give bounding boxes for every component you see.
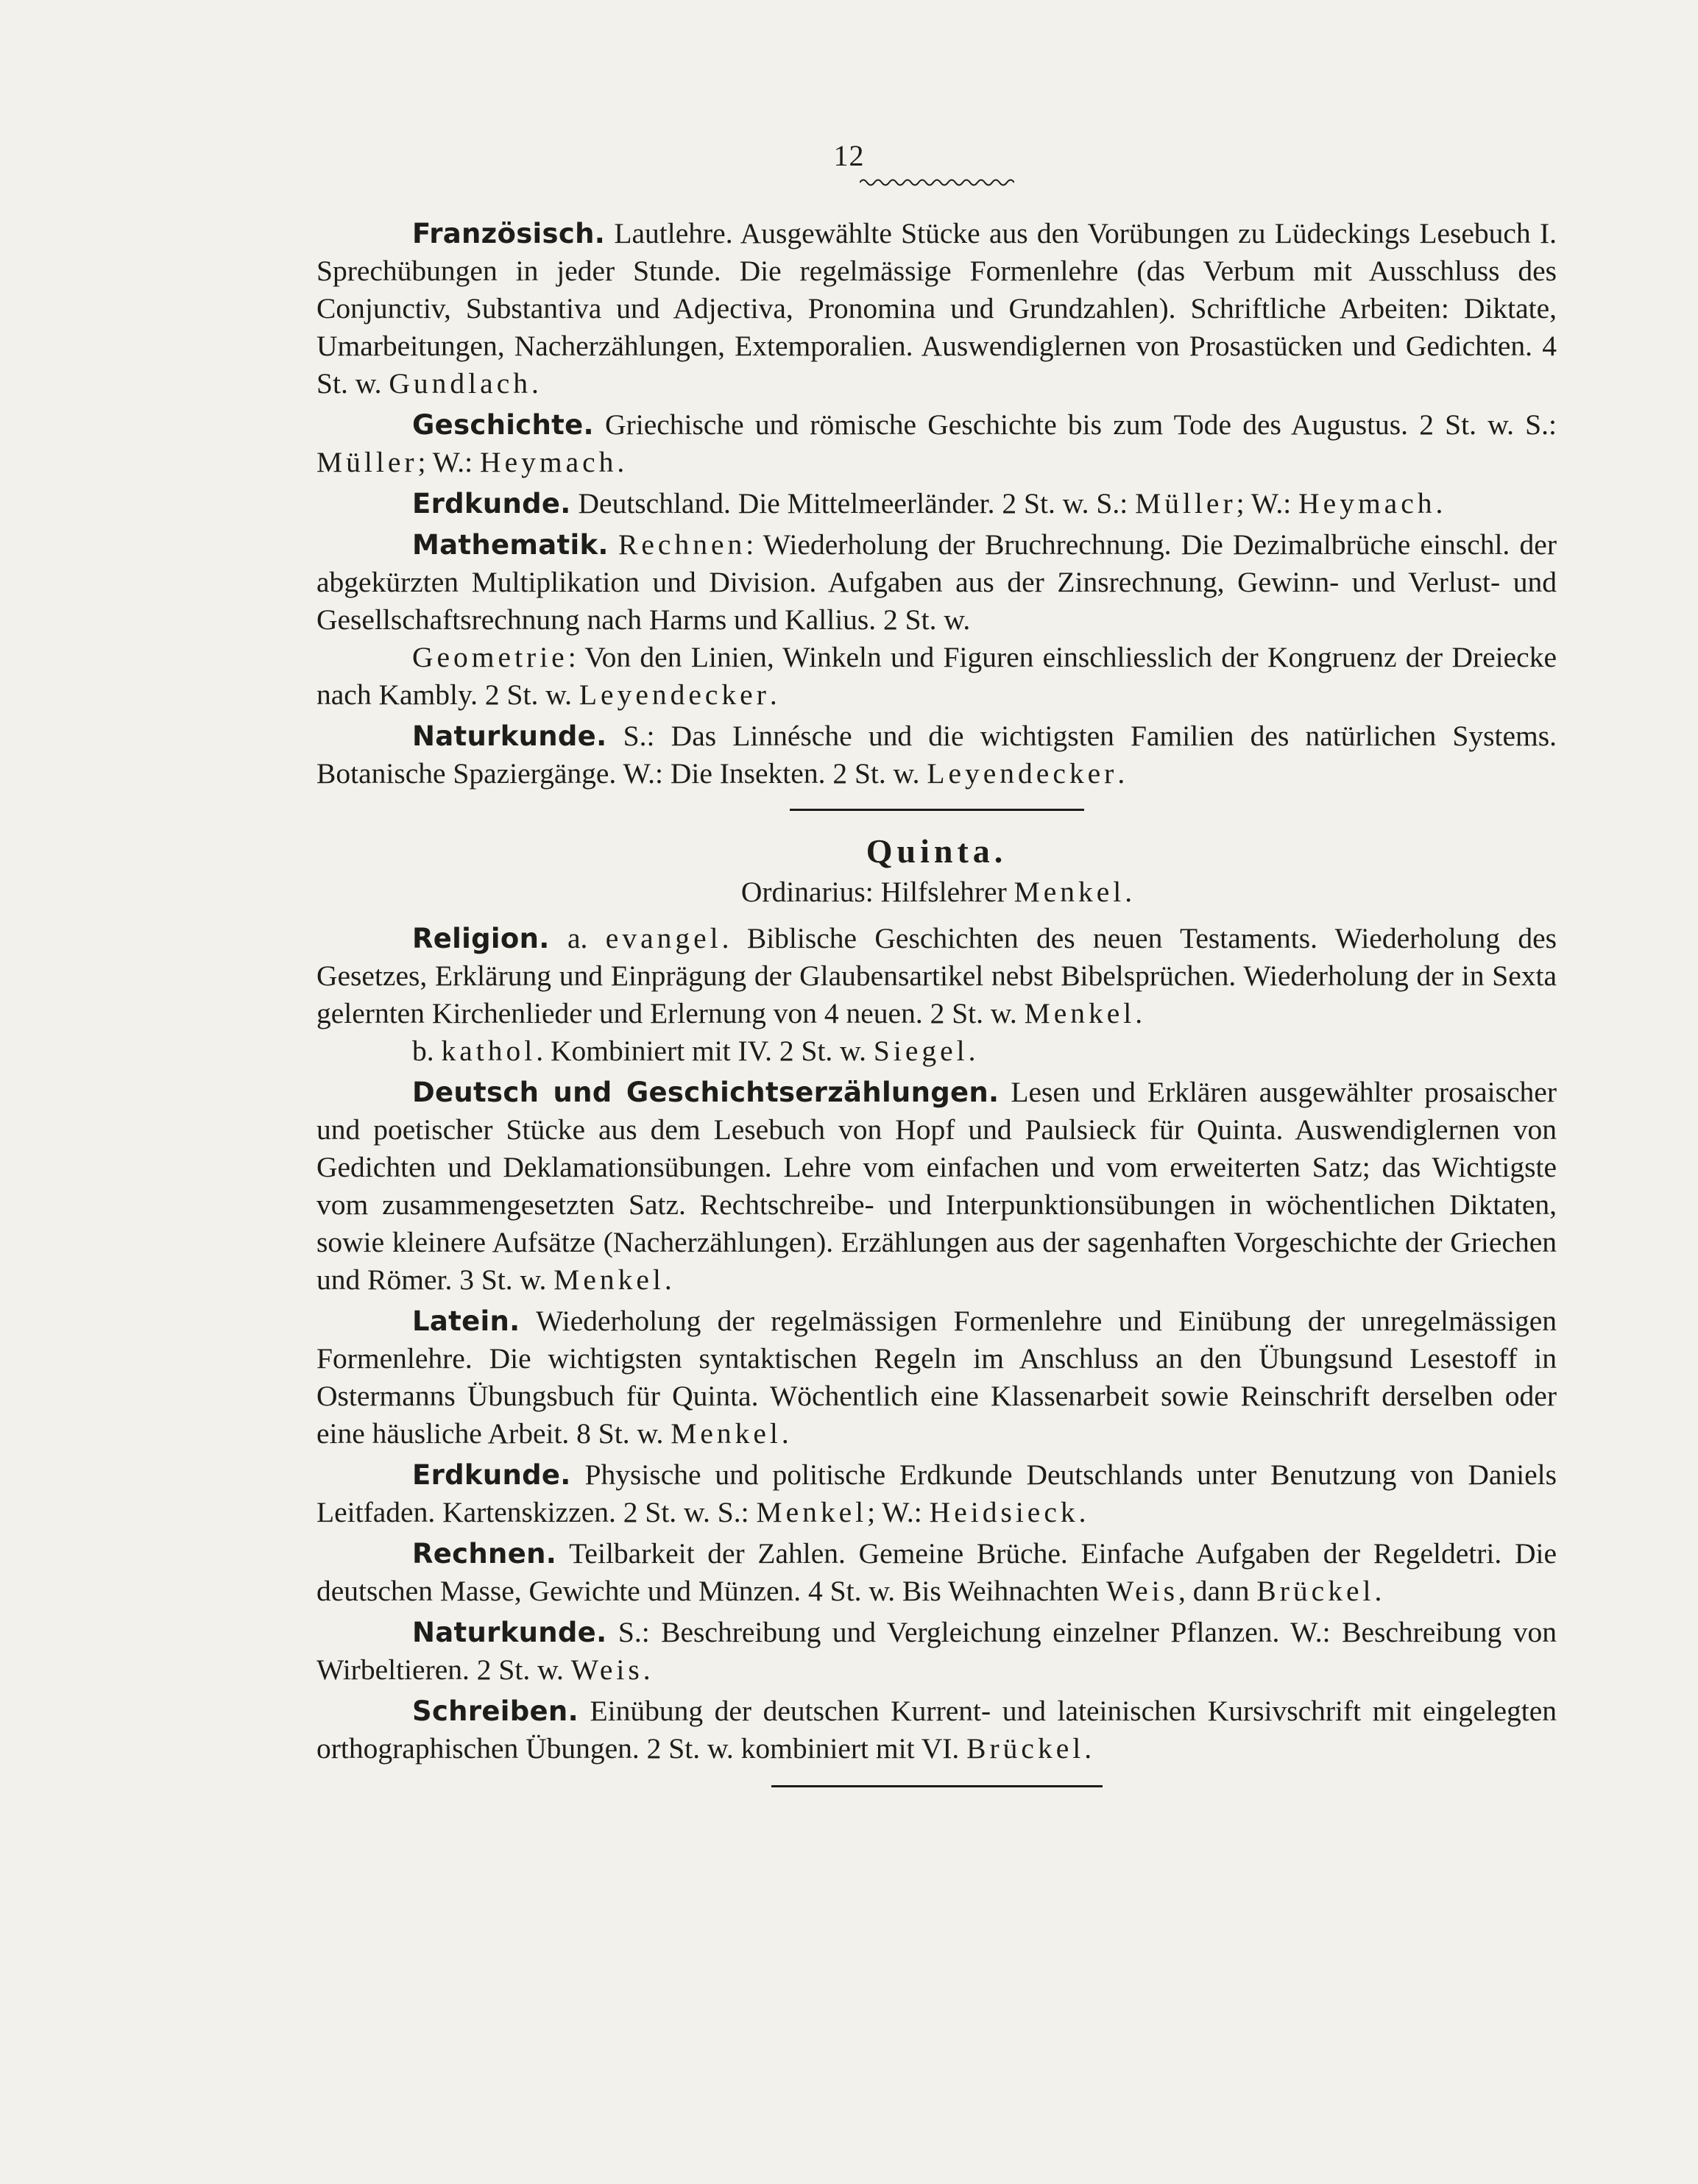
subject-text: . — [531, 367, 539, 400]
wavy-rule-ornament — [860, 175, 1014, 190]
spaced-name: Menkel — [671, 1417, 782, 1450]
subject-heading: Erdkunde. — [412, 1459, 571, 1491]
subject-text: . — [1117, 757, 1125, 790]
subject-heading: Geschichte. — [412, 409, 594, 441]
spaced-name: Rechnen — [618, 528, 746, 561]
subject-text: . Biblische Geschichten des neuen Testaments. Wiederholung des Gesetzes, Erklärung und Einprägung der Glaubensartikel nebst Bibelsprüchen. Wiederholung der in Sexta gelernten Kirchenlieder und Erlernung von 4 neuen. 2 St. w. — [316, 922, 1557, 1029]
subject-text: . — [1084, 1732, 1092, 1765]
body-text — [316, 215, 1557, 1787]
spaced-name: Gundlach — [389, 367, 531, 400]
spaced-name: kathol — [441, 1035, 537, 1067]
subject-paragraph — [316, 215, 1557, 403]
subject-text: Wiederholung der regelmässigen Formenlehre und Einübung der unregelmässigen Formenlehre. Die wichtigsten syntaktischen Regeln im Anschluss an den Übungsund Lesestoff in Ostermanns Übungsbuch für Quinta. Wöchentlich eine Klassenarbeit sowie Reinschrift derselben oder eine häusliche Arbeit. 8 St. w. — [316, 1305, 1557, 1450]
subject-text: . — [1078, 1496, 1086, 1528]
spaced-name: evangel — [605, 922, 722, 954]
spaced-name: Müller — [316, 446, 418, 478]
subject-text: . — [617, 446, 625, 478]
subject-text: , dann — [1178, 1575, 1257, 1607]
subject-text: Teilbarkeit der Zahlen. Gemeine Brüche. Einfache Aufgaben der Regeldetri. Die deutschen Masse, Gewichte und Münzen. 4 St. w. Bis Weihnachten — [316, 1537, 1557, 1607]
subject-text: ; W.: — [417, 446, 481, 478]
spaced-name: Menkel — [1024, 997, 1136, 1029]
subject-text: S.: Das Linnésche und die wichtigsten Familien des natürlichen Systems. Botanische Spaziergänge. W.: Die Insekten. 2 St. w. — [316, 720, 1557, 790]
spaced-name: Siegel — [873, 1035, 969, 1067]
subject-text: . — [769, 678, 777, 711]
subject-heading: Deutsch und Geschichtserzählungen. — [412, 1077, 1000, 1108]
subject-text: . — [643, 1653, 651, 1686]
section-divider-top — [790, 809, 1084, 811]
spaced-name: Menkel — [553, 1263, 665, 1296]
subject-text: Lautlehre. Ausgewählte Stücke aus den Vorübungen zu Lüdeckings Lesebuch I. Sprechübungen in jeder Stunde. Die regelmässige Formenlehre (das Verbum mit Ausschluss des Conjunctiv, Substantiva und Adjectiva, Pronomina und Grundzahlen). Schriftliche Arbeiten: Diktate, Umarbeitungen, Nacherzählungen, Extemporalien. Auswendiglernen von Prosastücken und Gedichten. 4 St. w. — [316, 217, 1557, 400]
section-title: Quinta. — [866, 832, 1008, 870]
subject-text: . — [1435, 487, 1443, 520]
subject-text: Griechische und römische Geschichte bis zum Tode des Augustus. 2 St. w. S.: — [593, 408, 1557, 441]
subject-text: : Von den Linien, Winkeln und Figuren einschliesslich der Kongruenz der Dreiecke nach Kambly. 2 St. w. — [316, 641, 1557, 711]
subject-paragraph — [316, 1692, 1557, 1768]
subject-heading: Schreiben. — [412, 1695, 579, 1727]
upper-subjects — [316, 215, 1557, 793]
spaced-name: Leyendecker — [579, 678, 770, 711]
section-divider-bottom — [771, 1785, 1103, 1787]
subject-text: . — [1374, 1575, 1382, 1607]
subject-paragraph — [316, 639, 1557, 714]
subject-heading: Naturkunde. — [412, 1617, 607, 1648]
spaced-name: Brückel — [1256, 1575, 1375, 1607]
spaced-name: Weis — [1106, 1575, 1178, 1607]
ordinarius-label: Ordinarius: Hilfslehrer — [740, 876, 1014, 908]
subject-text: ; W.: — [867, 1496, 930, 1528]
subject-heading: Mathematik. — [412, 529, 609, 561]
spaced-name: Leyendecker — [927, 757, 1118, 790]
ordinarius-name: Menkel — [1014, 876, 1125, 908]
spaced-name: Heymach — [1298, 487, 1436, 520]
subject-text: a. — [549, 922, 606, 954]
subject-paragraph — [316, 1032, 1557, 1070]
subject-paragraph — [316, 1456, 1557, 1531]
subject-paragraph — [316, 1302, 1557, 1453]
subject-heading: Latein. — [412, 1305, 520, 1337]
subject-paragraph — [316, 406, 1557, 481]
subject-text: S.: Beschreibung und Vergleichung einzelner Pflanzen. W.: Beschreibung von Wirbeltieren. 2 St. w. — [316, 1616, 1557, 1686]
subject-paragraph — [316, 1614, 1557, 1689]
subject-text: . — [1135, 997, 1143, 1029]
subject-text: Deutschland. Die Mittelmeerländer. 2 St. w. S.: — [570, 487, 1136, 520]
subject-text: Physische und politische Erdkunde Deutschlands unter Benutzung von Daniels Leitfaden. Kartenskizzen. 2 St. w. S.: — [316, 1458, 1557, 1528]
subject-heading: Französisch. — [412, 218, 606, 249]
subject-heading: Rechnen. — [412, 1538, 557, 1570]
ordinarius-line — [316, 873, 1557, 911]
spaced-name: Geometrie — [412, 641, 568, 673]
spaced-name: Weis — [570, 1653, 643, 1686]
subject-paragraph — [316, 1535, 1557, 1610]
subject-paragraph — [316, 717, 1557, 793]
subject-text: ; W.: — [1236, 487, 1299, 520]
subject-paragraph — [316, 920, 1557, 1032]
spaced-name: Menkel — [756, 1496, 868, 1528]
subject-paragraph — [316, 1074, 1557, 1299]
subject-text: Einübung der deutschen Kurrent- und lateinischen Kursivschrift mit eingelegten orthographischen Übungen. 2 St. w. kombiniert mit VI. — [316, 1695, 1557, 1765]
subject-text: : Wiederholung der Bruchrechnung. Die Dezimalbrüche einschl. der abgekürzten Multiplikation und Division. Aufgaben aus der Zinsrechnung, Gewinn- und Verlust- und Gesellschaftsrechnung nach Harms und Kallius. 2 St. w. — [316, 528, 1557, 636]
subject-text: . Kombiniert mit IV. 2 St. w. — [536, 1035, 874, 1067]
page-number: 12 — [833, 139, 865, 172]
subject-paragraph — [316, 526, 1557, 639]
subject-text: . — [781, 1417, 789, 1450]
spaced-name: Heymach — [480, 446, 618, 478]
subject-text: . — [968, 1035, 976, 1067]
lower-subjects — [316, 920, 1557, 1768]
spaced-name: Müller — [1135, 487, 1237, 520]
subject-paragraph — [316, 485, 1557, 522]
subject-text — [609, 528, 618, 561]
subject-text: . — [664, 1263, 672, 1296]
subject-heading: Naturkunde. — [412, 720, 607, 752]
subject-heading: Religion. — [412, 923, 550, 954]
subject-text: b. — [412, 1035, 442, 1067]
subject-text: Lesen und Erklären ausgewählter prosaischer und poetischer Stücke aus dem Lesebuch von Hopf und Paulsieck für Quinta. Auswendiglernen von Gedichten und Deklamationsübungen. Lehre vom einfachen und vom erweiterten Satz; das Wichtigste vom zusammengesetzten Satz. Rechtschreibe- und Interpunktionsübungen in wöchentlichen Diktaten, sowie kleinere Aufsätze (Nacherzählungen). Erzählungen aus der sagenhaften Vorgeschichte der Griechen und Römer. 3 St. w. — [316, 1076, 1557, 1296]
spaced-name: Brückel — [966, 1732, 1085, 1765]
spaced-name: Heidsieck — [929, 1496, 1079, 1528]
subject-heading: Erdkunde. — [412, 488, 571, 520]
ordinarius-end: . — [1125, 876, 1133, 908]
